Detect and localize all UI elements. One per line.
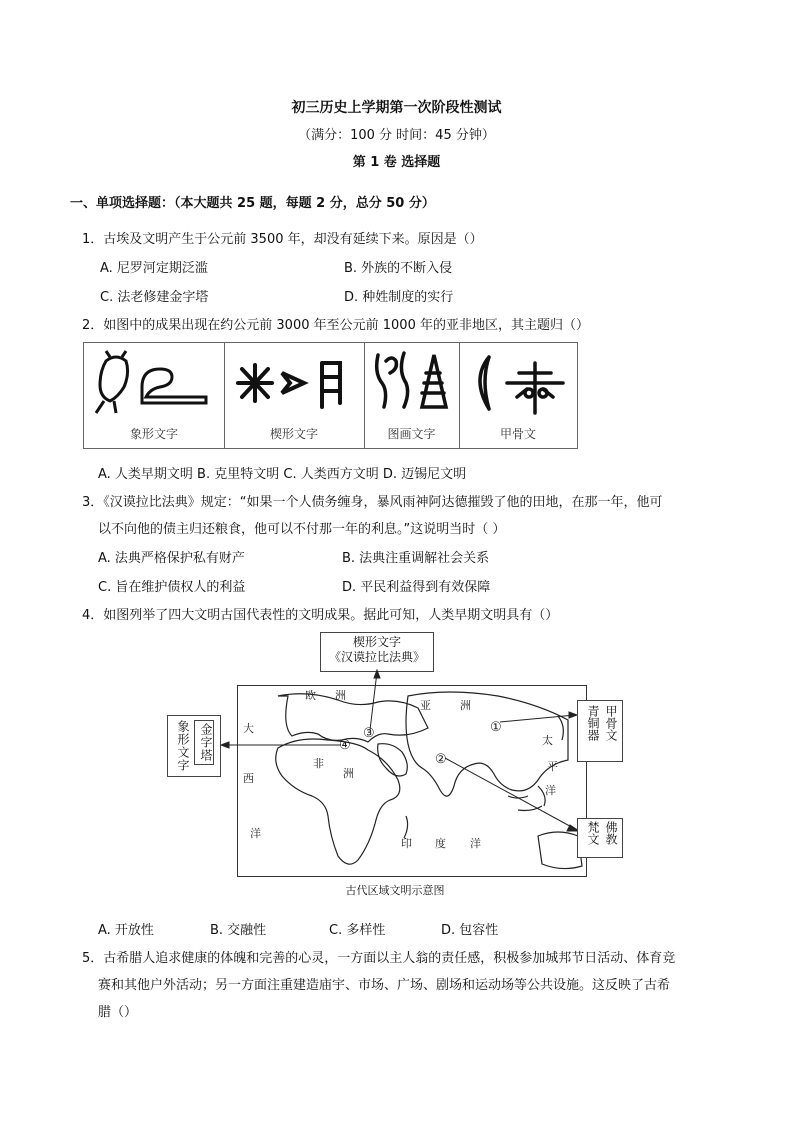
box-top-line2: 《汉谟拉比法典》 — [328, 650, 425, 664]
oracle-bone-icon — [459, 343, 577, 423]
q1-option-b[interactable]: B. 外族的不断入侵 — [344, 261, 453, 276]
q4-option-c[interactable]: C. 多样性 — [329, 923, 386, 938]
box-right-bottom-a: 佛教 — [604, 821, 618, 845]
q2-options[interactable]: A. 人类早期文明 B. 克里特文明 C. 人类西方文明 D. 迈锡尼文明 — [98, 467, 467, 482]
map-label-europe-1: 欧 — [305, 689, 316, 702]
box-india — [577, 818, 623, 858]
q1-option-c[interactable]: C. 法老修建金字塔 — [100, 290, 209, 305]
question-3-stem-line1: 3．《汉谟拉比法典》规定：“如果一个人债务缠身，暴风雨神阿达德摧毁了他的田地，在那一年，他可 — [82, 495, 663, 510]
map-label-atlantic-3: 洋 — [250, 827, 261, 840]
part-title: 第 1 卷 选择题 — [352, 155, 441, 170]
marker-4: ④ — [339, 738, 351, 753]
question-3-stem-line2: 以不向他的债主归还粮食，他可以不付那一年的利息。”这说明当时（ ） — [98, 522, 506, 537]
map-label-africa-1: 非 — [313, 757, 324, 770]
map-label-atlantic-2: 西 — [243, 772, 254, 785]
map-label-asia-2: 洲 — [460, 699, 471, 712]
label-oracle-bone: 甲骨文 — [499, 427, 536, 441]
box-left-a: 象形文字 — [176, 720, 190, 772]
q3-option-b[interactable]: B. 法典注重调解社会关系 — [342, 551, 490, 566]
question-5-stem-line2: 赛和其他户外活动；另一方面注重建造庙宇、市场、广场、剧场和运动场等公共设施。这反映了古希 — [98, 978, 671, 993]
box-left-b: 金字塔 — [194, 720, 214, 765]
q3-option-a[interactable]: A. 法典严格保护私有财产 — [98, 551, 245, 566]
q4-option-a[interactable]: A. 开放性 — [98, 923, 154, 938]
page-subtitle: （满分：100 分 时间：45 分钟） — [298, 128, 495, 143]
script-cell-hieroglyph — [84, 343, 225, 448]
map-label-pacific-1: 太 — [542, 734, 553, 747]
box-right-bottom-b: 梵文 — [586, 821, 600, 845]
map-label-pacific-3: 洋 — [545, 784, 556, 797]
label-hieroglyph: 象形文字 — [129, 427, 178, 441]
question-5-stem-line3: 腊（） — [98, 1005, 138, 1020]
box-china — [577, 700, 623, 762]
q1-option-a[interactable]: A. 尼罗河定期泛滥 — [100, 261, 208, 276]
scripts-figure — [83, 342, 578, 449]
box-right-top-a: 甲骨文 — [604, 705, 618, 741]
map-label-atlantic-1: 大 — [243, 722, 254, 735]
script-cell-cuneiform — [224, 343, 365, 448]
question-2-stem: 2．如图中的成果出现在约公元前 3000 年至公元前 1000 年的亚非地区，其主题归（） — [82, 318, 589, 333]
map-label-pacific-2: 平 — [547, 760, 558, 773]
map-label-asia-1: 亚 — [420, 699, 431, 712]
section-heading: 一、单项选择题：（本大题共 25 题，每题 2 分，总分 50 分） — [70, 196, 435, 211]
civilization-map-figure — [165, 630, 625, 900]
q3-option-c[interactable]: C. 旨在维护债权人的利益 — [98, 580, 246, 595]
map-caption: 古代区域文明示意图 — [345, 884, 445, 897]
map-label-indian-1: 印 — [401, 837, 412, 850]
marker-3: ③ — [363, 726, 375, 741]
box-top-line1: 楔形文字 — [352, 635, 401, 649]
q3-option-d[interactable]: D. 平民利益得到有效保障 — [342, 580, 491, 595]
page-title: 初三历史上学期第一次阶段性测试 — [291, 100, 502, 116]
script-cell-oracle-bone — [459, 343, 577, 448]
question-1-stem: 1．古埃及文明产生于公元前 3500 年，却没有延续下来。原因是（） — [82, 232, 483, 247]
map-label-europe-2: 洲 — [335, 689, 346, 702]
marker-2: ② — [435, 752, 447, 767]
label-cuneiform: 楔形文字 — [269, 427, 318, 441]
map-label-indian-2: 度 — [435, 837, 446, 850]
question-4-stem: 4．如图列举了四大文明古国代表性的文明成果。据此可知，人类早期文明具有（） — [82, 608, 559, 623]
pictograph-icon — [364, 343, 459, 423]
map-label-africa-2: 洲 — [343, 767, 354, 780]
map-label-indian-3: 洋 — [470, 837, 481, 850]
script-cell-pictograph — [364, 343, 460, 448]
q1-option-d[interactable]: D. 种姓制度的实行 — [344, 290, 454, 305]
box-right-top-b: 青铜器 — [586, 705, 600, 741]
q4-option-b[interactable]: B. 交融性 — [210, 923, 267, 938]
marker-1: ① — [490, 720, 502, 735]
q4-option-d[interactable]: D. 包容性 — [441, 923, 499, 938]
cuneiform-icon — [224, 343, 364, 423]
box-egypt — [167, 715, 221, 777]
label-pictograph: 图画文字 — [387, 427, 436, 441]
map-arrows — [165, 630, 625, 900]
owl-hieroglyph-icon — [84, 343, 224, 423]
question-5-stem-line1: 5．古希腊人追求健康的体魄和完善的心灵，一方面以主人翁的责任感，积极参加城邦节日活动、体育竞 — [82, 951, 676, 966]
